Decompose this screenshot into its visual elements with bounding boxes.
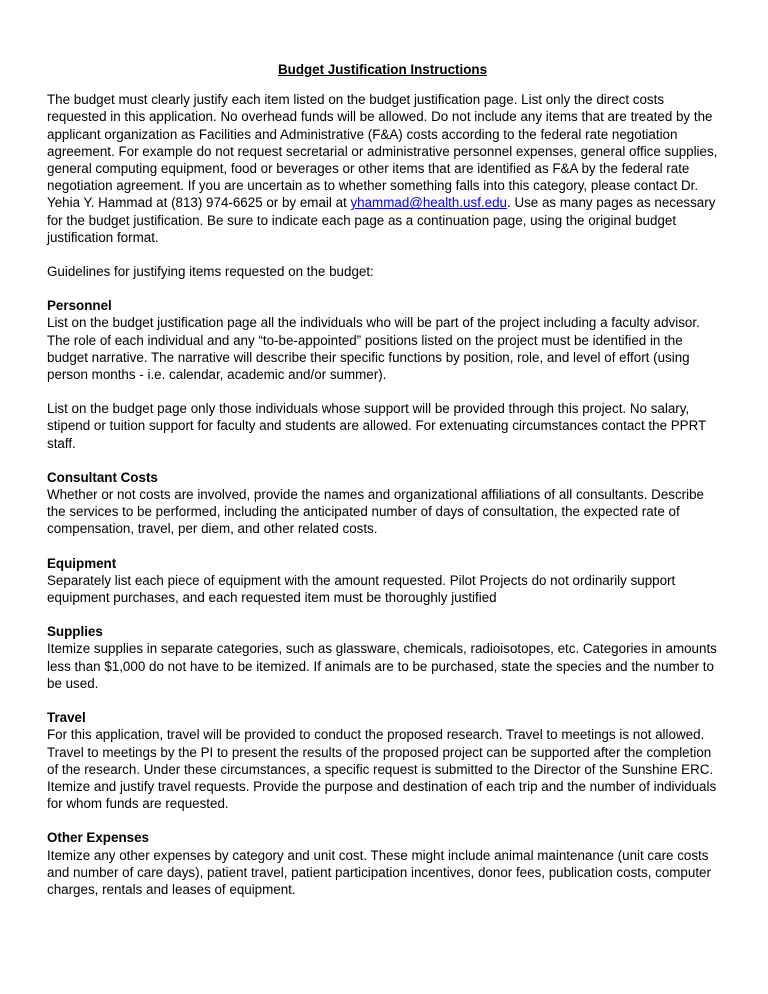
section-other-expenses — [47, 829, 718, 898]
section-supplies — [47, 623, 718, 692]
section-body-equipment: Separately list each piece of equipment with the amount requested. Pilot Projects do not ordinarily support equipment purchases, and each requested item must be thoroughly justified — [47, 572, 676, 606]
section-heading-other-expenses: Other Expenses — [47, 830, 149, 846]
section-heading-travel: Travel — [47, 710, 86, 726]
section-heading-equipment: Equipment — [47, 555, 117, 571]
document-title: Budget Justification Instructions — [277, 62, 488, 77]
intro-text-part2: . Use as many pages as necessary for the budget justification. Be sure to indicate each page as a continuation page, using the original budget justification format. — [47, 195, 716, 245]
section-body-travel: For this application, travel will be provided to conduct the proposed research. Travel to meetings is not allowed. Travel to meetings by the PI to present the results of the proposed project can be supported after the completion of the research. Under these circumstances, a specific request is submitted to the Director of the Sunshine ERC. Itemize and justify travel requests. Provide the purpose and destination of each trip and the number of individuals for whom funds are requested. — [47, 727, 717, 812]
section-body-consultant: Whether or not costs are involved, provide the names and organizational affiliations of all consultants. Describe the services to be performed, including the anticipated number of days of consultation, the expected rate of compensation, travel, per diem, and other related costs. — [47, 487, 704, 537]
section-heading-consultant: Consultant Costs — [47, 469, 158, 485]
section-travel — [47, 709, 718, 812]
section-personnel — [47, 297, 718, 452]
section-equipment — [47, 555, 718, 607]
section-body-supplies: Itemize supplies in separate categories, such as glassware, chemicals, radioisotopes, etc. Categories in amounts less than $1,000 do not have to be itemized. If animals are to be purchased, state the species and the number to be used. — [47, 641, 717, 691]
intro-paragraph — [47, 91, 718, 246]
contact-email-link[interactable]: yhammad@health.usf.edu — [350, 195, 507, 211]
section-body-personnel-2: List on the budget page only those individuals whose support will be provided through this project. No salary, stipend or tuition support for faculty and students are allowed. For extenuating circumstances contact the PPRT staff. — [47, 401, 706, 451]
section-heading-personnel: Personnel — [47, 298, 112, 314]
section-heading-supplies: Supplies — [47, 624, 103, 640]
intro-text-part1: The budget must clearly justify each item listed on the budget justification page. List only the direct costs requested in this application. No overhead funds will be allowed. Do not include any items that are treated by the applicant organization as Facilities and Administrative (F&A) costs according to the federal rate negotiation agreement. For example do not request secretarial or administrative personnel expenses, general office supplies, general computing equipment, food or beverages or other items that are identified as F&A by the federal rate negotiation agreement. If you are uncertain as to whether something falls into this category, please contact Dr. Yehia Y. Hammad at (813) 974-6625 or by email at — [47, 92, 718, 211]
section-body-personnel: List on the budget justification page all the individuals who will be part of the project including a faculty advisor. The role of each individual and any “to-be-appointed” positions listed on the project must be identified in the budget narrative. The narrative will describe their specific functions by position, role, and level of effort (using person months - i.e. calendar, academic and/or summer). — [47, 315, 700, 383]
section-consultant — [47, 469, 718, 538]
section-body-other-expenses: Itemize any other expenses by category and unit cost. These might include animal maintenance (unit care costs and number of care days), patient travel, patient participation incentives, donor fees, publication costs, computer charges, rentals and leases of equipment. — [47, 847, 711, 897]
guidelines-intro: Guidelines for justifying items requested on the budget: — [47, 264, 374, 280]
